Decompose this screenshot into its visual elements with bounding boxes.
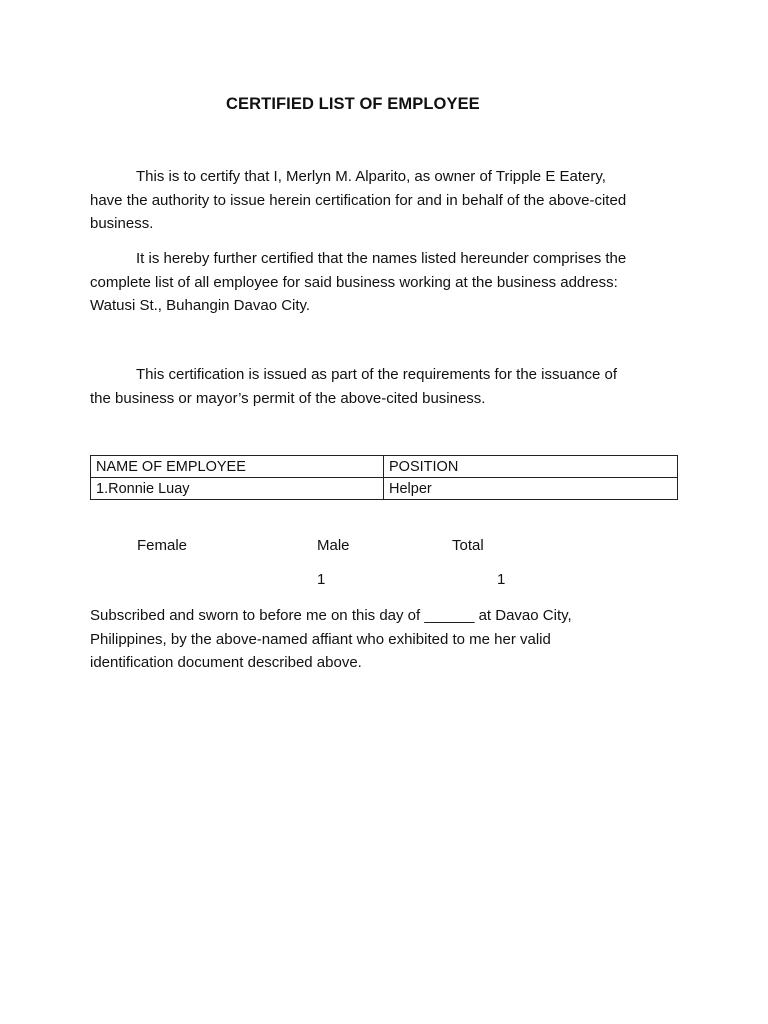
paragraph-line: Watusi St., Buhangin Davao City. <box>90 297 311 314</box>
paragraph-line: This certification is issued as part of the requirements for the issuance of <box>136 366 618 383</box>
paragraph-line: identification document described above. <box>90 654 362 671</box>
paragraph-line: Subscribed and sworn to before me on this day of ______ at Davao City, <box>90 607 572 624</box>
employee-table <box>90 455 678 500</box>
header-name-of-employee: NAME OF EMPLOYEE <box>91 456 384 478</box>
paragraph-line: the business or mayor’s permit of the above-cited business. <box>90 389 486 407</box>
certification-paragraph <box>90 165 690 236</box>
paragraph-line: have the authority to issue herein certification for and in behalf of the above-cited <box>90 191 627 209</box>
paragraph-line: business. <box>90 215 154 232</box>
table-header-row <box>91 456 678 478</box>
employee-list-paragraph <box>90 247 690 318</box>
header-position: POSITION <box>384 456 678 478</box>
total-label: Total <box>452 537 484 554</box>
male-label: Male <box>317 537 350 554</box>
total-count: 1 <box>497 571 506 588</box>
employee-name-cell: 1.Ronnie Luay <box>91 478 384 500</box>
female-label: Female <box>137 537 188 554</box>
employee-position-cell: Helper <box>384 478 678 500</box>
oath-paragraph <box>90 604 690 675</box>
paragraph-line: Philippines, by the above-named affiant who exhibited to me her valid <box>90 630 551 648</box>
table-row <box>91 478 678 500</box>
paragraph-line: This is to certify that I, Merlyn M. Alparito, as owner of Tripple E Eatery, <box>136 168 606 185</box>
purpose-paragraph <box>90 363 690 410</box>
paragraph-line: It is hereby further certified that the names listed hereunder comprises the <box>136 250 627 267</box>
document-title: CERTIFIED LIST OF EMPLOYEE <box>226 95 480 113</box>
male-count: 1 <box>317 571 326 588</box>
paragraph-line: complete list of all employee for said business working at the business address: <box>90 273 618 291</box>
